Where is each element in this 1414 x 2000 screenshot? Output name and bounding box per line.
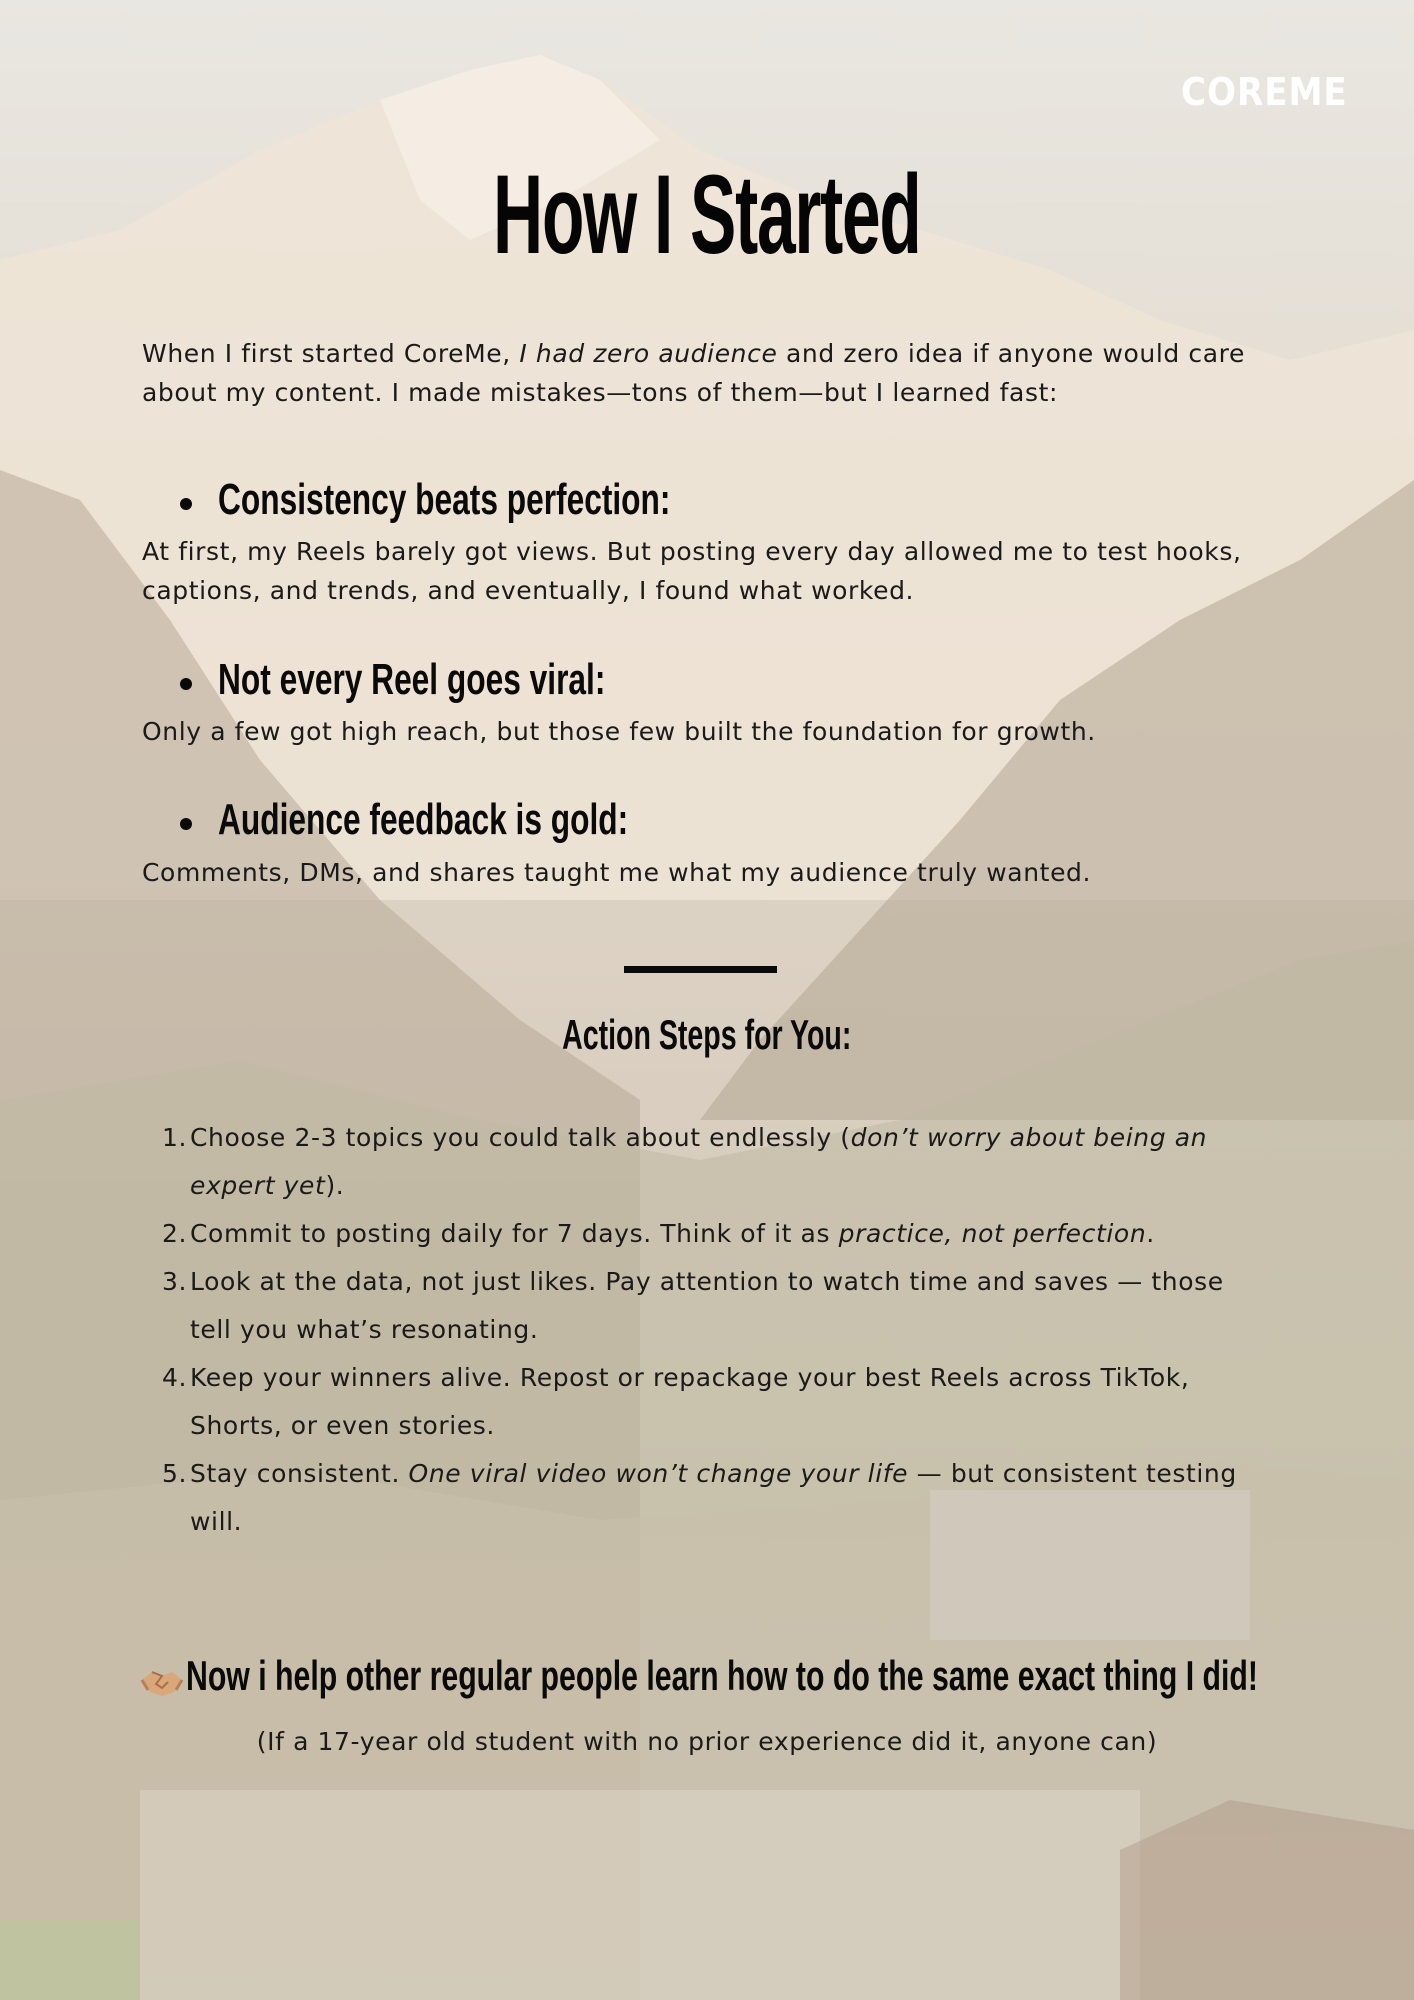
lesson-heading-feedback: Audience feedback is gold: [218, 795, 629, 844]
list-item: 5. Stay consistent. One viral video won’t change your life — but consistent testing will. [162, 1459, 1237, 1536]
lesson-text-consistency: At first, my Reels barely got views. But posting every day allowed me to test hooks, captions, and trends, and eventually, I found what worked. [142, 537, 1242, 605]
action-steps-heading: Action Steps for You: [562, 1011, 852, 1058]
lesson-text-feedback: Comments, DMs, and shares taught me what my audience truly wanted. [142, 858, 1092, 887]
footnote: (If a 17-year old student with no prior experience did it, anyone can) [256, 1727, 1158, 1756]
lesson-heading-viral: Not every Reel goes viral: [218, 655, 606, 704]
lesson-text-viral: Only a few got high reach, but those few built the foundation for growth. [142, 717, 1096, 746]
bullet-marker [180, 818, 192, 830]
handshake-icon [140, 1659, 184, 1693]
bullet-marker [180, 678, 192, 690]
bullet-marker [180, 498, 192, 510]
page-title: How I Started [493, 152, 921, 277]
list-item: 4. Keep your winners alive. Repost or repackage your best Reels across TikTok, Shorts, or even stories. [162, 1363, 1190, 1440]
list-item: 2. Commit to posting daily for 7 days. Think of it as practice, not perfection. [162, 1219, 1155, 1248]
cta-heading: Now i help other regular people learn how to do the same exact thing I did! [140, 1646, 1340, 1703]
intro-paragraph: When I first started CoreMe, I had zero audience and zero idea if anyone would care about my content. I made mistakes—tons of them—but I learned fast: [142, 339, 1245, 407]
list-item: 1. Choose 2-3 topics you could talk about endlessly (don’t worry about being an expert yet). [162, 1123, 1208, 1200]
lesson-heading-consistency: Consistency beats perfection: [218, 475, 671, 524]
action-steps-list [142, 1114, 1262, 1546]
list-item: 3. Look at the data, not just likes. Pay attention to watch time and saves — those tell you what’s resonating. [162, 1267, 1224, 1344]
section-divider [624, 966, 777, 973]
brand-logo: COREME [1181, 70, 1348, 114]
